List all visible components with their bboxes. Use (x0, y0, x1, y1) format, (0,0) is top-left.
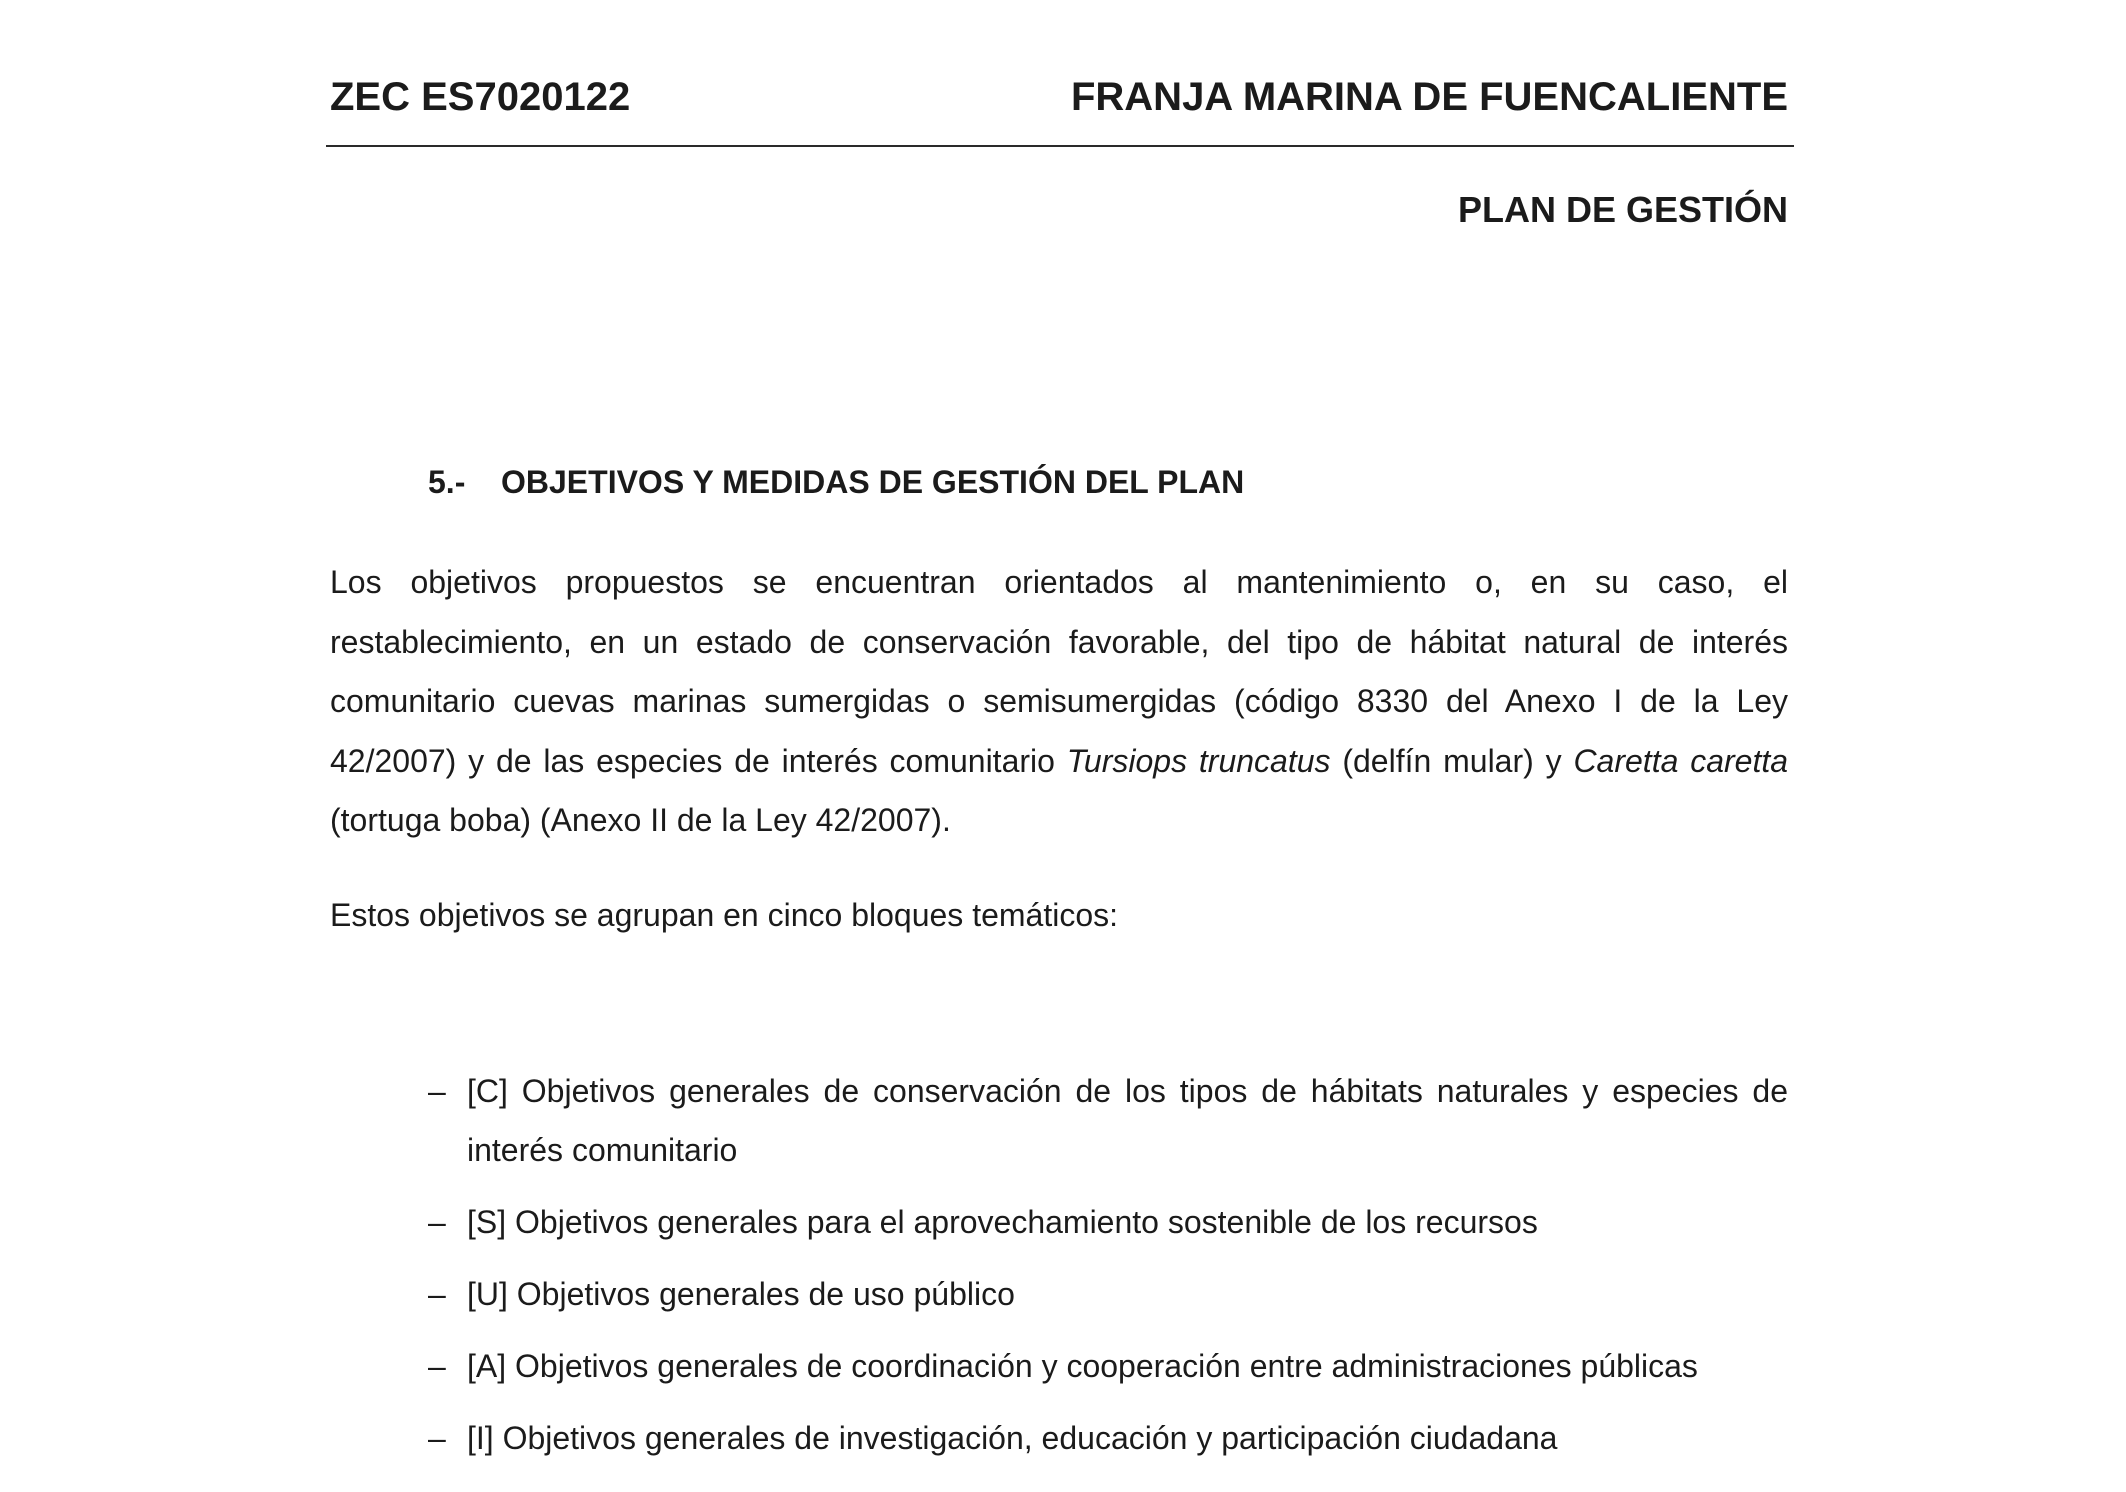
list-item (428, 1337, 1788, 1396)
list-item (428, 1409, 1788, 1468)
objective-text: [S] Objetivos generales para el aprovechamiento sostenible de los recursos (467, 1204, 1538, 1240)
list-dash: – (428, 1073, 446, 1109)
section-number: 5.- (428, 464, 466, 500)
list-dash: – (428, 1204, 446, 1240)
objective-text: [C] Objetivos generales de conservación de los tipos de hábitats naturales y especies de interés comunitario (467, 1073, 1788, 1168)
intro-text-3: (tortuga boba) (Anexo II de la Ley 42/2007). (330, 802, 951, 838)
species-name-tursiops: Tursiops truncatus (1066, 742, 1331, 779)
site-name: FRANJA MARINA DE FUENCALIENTE (1070, 75, 1788, 119)
list-item (428, 1062, 1788, 1180)
intro-text-1: Los objetivos propuestos se encuentran orientados al mantenimiento o, en su caso, el restablecimiento, en un estado de conservación favorable, del tipo de hábitat natural de interés comunitario cuevas marinas sumergidas o semisumergidas (código 8330 del Anexo I de la Ley 42/2007) y de las especies de interés comunitario (330, 564, 1788, 779)
list-dash: – (428, 1276, 446, 1312)
document-type: PLAN DE GESTIÓN (1457, 189, 1788, 230)
section-heading (428, 462, 1244, 502)
site-code: ZEC ES7020122 (330, 75, 631, 119)
list-item (428, 1193, 1788, 1252)
grouping-paragraph: Estos objetivos se agrupan en cinco bloques temáticos: (330, 897, 1119, 933)
objective-text: [A] Objetivos generales de coordinación y cooperación entre administraciones públicas (467, 1348, 1698, 1384)
objective-text: [U] Objetivos generales de uso público (467, 1276, 1015, 1312)
objective-text: [I] Objetivos generales de investigación, educación y participación ciudadana (467, 1420, 1558, 1456)
intro-text-2: (delfín mular) y (1330, 742, 1574, 779)
list-item (428, 1265, 1788, 1324)
section-title: OBJETIVOS Y MEDIDAS DE GESTIÓN DEL PLAN (501, 464, 1245, 500)
objectives-list (428, 1062, 1788, 1481)
page-header (330, 74, 1788, 120)
list-dash: – (428, 1348, 446, 1384)
species-name-caretta: Caretta caretta (1573, 742, 1789, 779)
list-dash: – (428, 1420, 446, 1456)
intro-paragraph (330, 553, 1788, 851)
header-divider (326, 145, 1794, 147)
